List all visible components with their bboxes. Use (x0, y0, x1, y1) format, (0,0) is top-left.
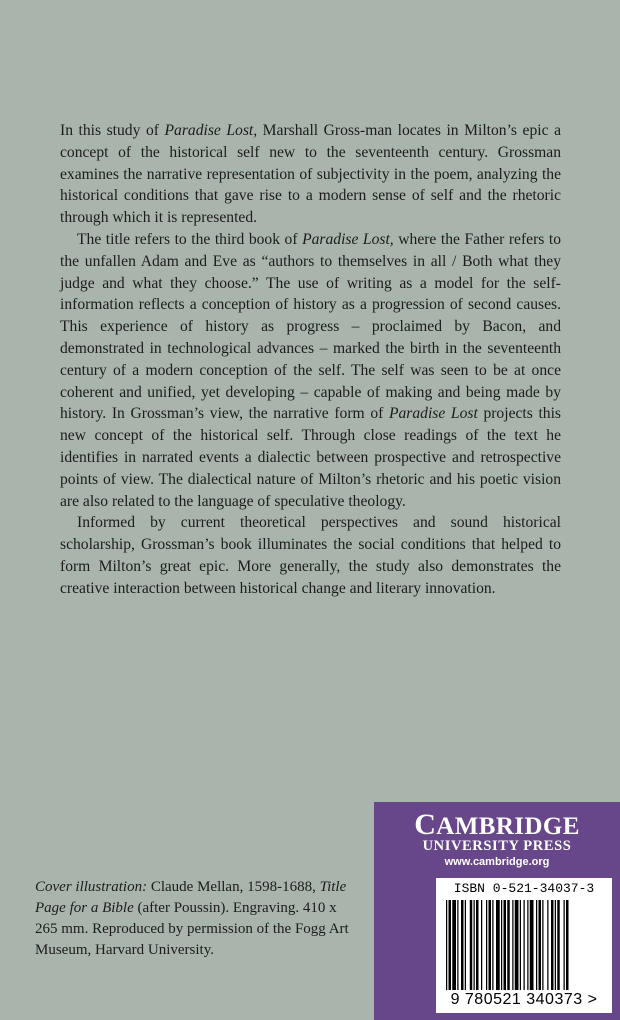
credit-artist: Claude Mellan, 1598-1688, (147, 879, 320, 895)
blurb-text: projects this new concept of the historical self. Through close readings of the text he identifies in narrated events a dialectic between prospective and retrospective points of view. The dialectical nature of Milton’s rhetoric and his poetic vision are also related to the language of speculative theology. (60, 405, 561, 510)
barcode-bar (452, 900, 456, 990)
blurb-text: Marshall Gross-man locates in Milton’s epic a concept of the historical self new to the seventeenth century. Grossman examines the narrative representation of subjectivity in the poem, analyzing the historical conditions that gave rise to a modern sense of self and the rhetoric through which it is represented. (60, 122, 561, 227)
barcode-bar (465, 900, 466, 990)
barcode-bar (446, 900, 447, 990)
back-cover-blurb (60, 120, 561, 600)
publisher-panel (374, 802, 620, 1020)
barcode-bar (555, 900, 556, 990)
publisher-name-initial: C (414, 808, 437, 841)
ean-digits: 9 780521 340373 > (450, 991, 598, 1008)
publisher-name-rest: AMBRIDGE (436, 813, 580, 840)
credit-details: (after Poussin). Engraving. 410 x 265 mm. Reproduced by permission of the Fogg Art Museum, Harvard University. (35, 900, 349, 958)
barcode-bar (470, 900, 473, 990)
blurb-text: where the Father refers to the unfallen Adam and Eve as “authors to themselves in all / Both what they judge and what they choose.” The use of writing as a model for the self-information reflects a conception of history as a progression of second causes. This experience of history as progress – proclaimed by Bacon, and demonstrated in technological advances – marked the birth in the seventeenth century of a modern conception of the self. The self was seen to be at once coherent and unified, yet developing – capable of making and being made by history. In Grossman’s view, the narrative form of (60, 230, 562, 423)
barcode-bar (564, 900, 565, 990)
barcode-bar (504, 900, 507, 990)
blurb-text: In this study of (60, 122, 165, 139)
barcode-bar (566, 900, 569, 990)
blurb-paragraph-2 (60, 229, 561, 512)
book-title-italic: Paradise Lost, (302, 230, 394, 248)
barcode-bar (496, 900, 500, 990)
barcode-bar (512, 900, 513, 990)
barcode-bar (557, 900, 560, 990)
barcode-bar (507, 900, 510, 990)
barcode-bar (501, 900, 502, 990)
barcode-bar (492, 900, 493, 990)
blurb-paragraph-1 (60, 120, 561, 229)
barcode-bar (547, 900, 548, 990)
barcode-bar (476, 900, 479, 990)
blurb-paragraph-3: Informed by current theoretical perspectives and sound historical scholarship, Grossman’s book illuminates the social conditions that helped to form Milton’s great epic. More generally, the study also demonstrates the creative interaction between historical change and literary innovation. (60, 514, 561, 597)
isbn-label: ISBN 0-521-34037-3 (453, 881, 595, 896)
barcode-bar (461, 900, 464, 990)
barcode-bar (486, 900, 487, 990)
credit-work-title: Title Page for a Bible (35, 879, 347, 916)
barcode-bar (457, 900, 458, 990)
barcode-bars (446, 900, 602, 990)
book-title-italic: Paradise Lost (388, 405, 478, 423)
barcode-bar (449, 900, 452, 990)
credit-label: Cover illustration: (35, 879, 148, 895)
barcode-bar (542, 900, 543, 990)
barcode-bar (536, 900, 537, 990)
blurb-text: The title refers to the third book of (77, 230, 303, 248)
barcode-bar (527, 900, 528, 990)
barcode-bar (530, 900, 534, 990)
publisher-subtitle: UNIVERSITY PRESS (422, 838, 572, 854)
barcode-bar (481, 900, 482, 990)
cover-illustration-credit (35, 877, 350, 961)
barcode-bar (524, 900, 525, 990)
barcode-bar (551, 900, 554, 990)
barcode-bar (520, 900, 521, 990)
book-title-italic: Paradise Lost, (164, 122, 258, 139)
barcode-bar (515, 900, 519, 990)
publisher-website: www.cambridge.org (444, 856, 550, 868)
isbn-barcode (436, 878, 612, 1013)
barcode-bar (539, 900, 542, 990)
barcode-bar (474, 900, 475, 990)
barcode-bar (489, 900, 492, 990)
publisher-name (374, 808, 620, 842)
